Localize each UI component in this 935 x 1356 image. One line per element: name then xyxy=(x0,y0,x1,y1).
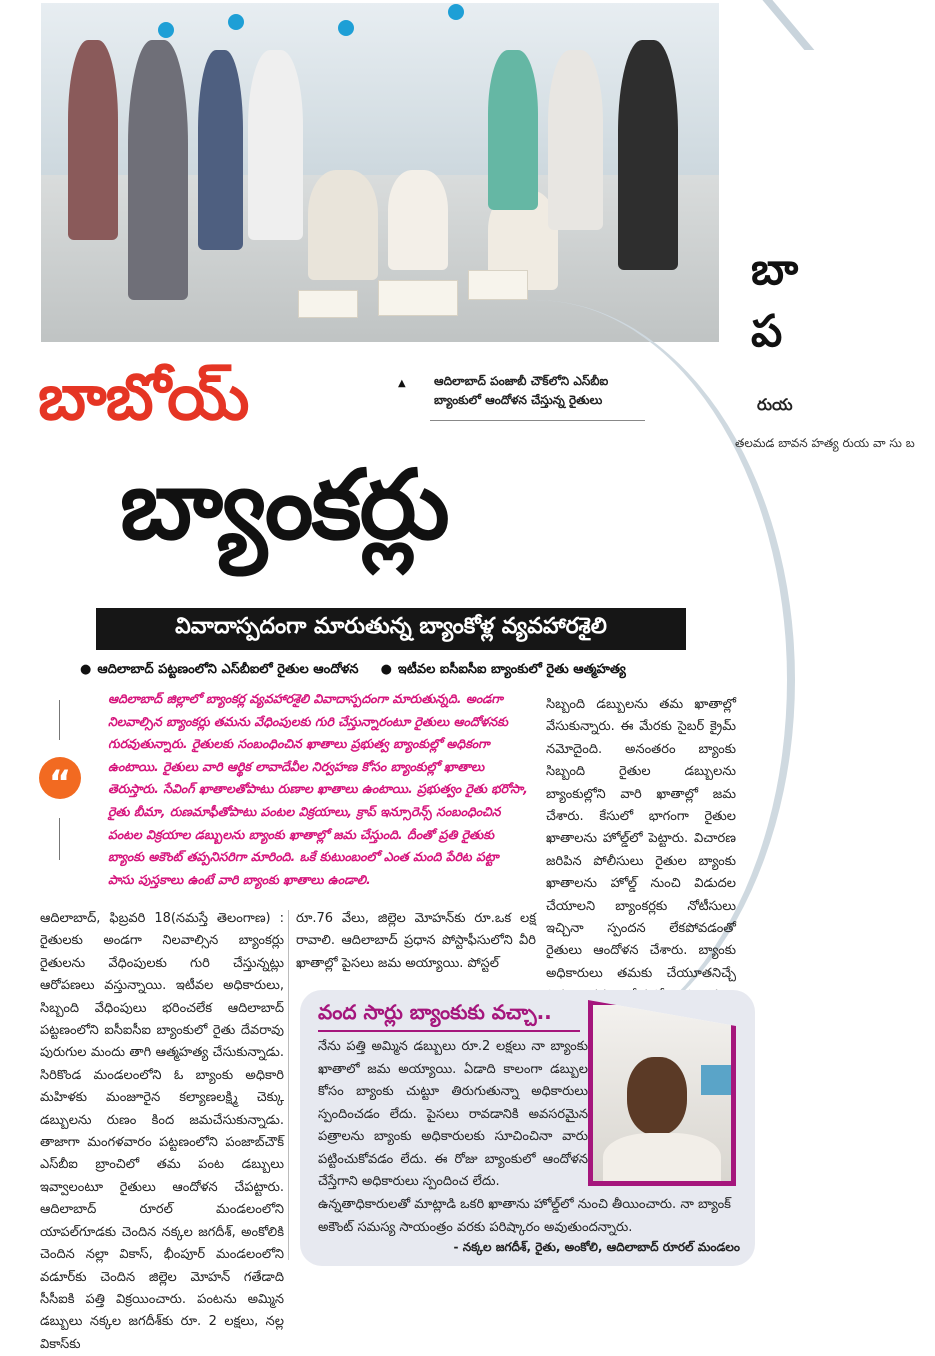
adjacent-body: తలమడ బావన హత్య రుయ వా సు బ xyxy=(735,436,915,450)
headline-main: బ్యాంకర్లు xyxy=(120,449,448,561)
quote-icon: “ xyxy=(39,757,81,799)
farmer-portrait-photo xyxy=(588,1000,736,1186)
news-photo xyxy=(38,0,722,345)
subheading-bar: వివాదాస్పదంగా మారుతున్న బ్యాంకోళ్ల వ్యవహారశైలి xyxy=(96,608,686,650)
highlight-bullets xyxy=(80,662,740,680)
sidebar-story-credit: - నక్కల జగదీశ్, రైతు, అంకోలి, ఆదిలాబాద్ రూరల్ మండలం xyxy=(453,1240,740,1254)
article-column-right: సిబ్బంది డబ్బులను తమ ఖాతాల్లో వేసుకున్నారు. ఈ మేరకు సైబర్ క్రైమ్ నమోదైంది. అనంతరం బ్యాంకు సిబ్బంది రైతుల డబ్బులను బ్యాంకుల్లోని వారి ఖాతాల్లో జమ చేశారు. కేసులో భాగంగా రైతుల ఖాతాలను హోల్డ్‌లో పెట్టారు. విచారణ జరిపిన పోలీసులు రైతుల బ్యాంకు ఖాతాలను హోల్డ్ నుంచి విడుదల చేయాలని బ్యాంకర్లకు నోటీసులు ఇచ్చినా స్పందన లేకపోవడంతో రైతులు ఆందోళన చేశారు. బ్యాంకు అధికారులు తమకు చేయూతనిచ్చే xyxy=(546,697,736,981)
pull-quote-text: ఆదిలాబాద్ జిల్లాలో బ్యాంకర్ల వ్యవహారశైలి వివాదాస్పదంగా మారుతున్నది. అండగా నిలవాల్సిన బ్యాంకర్లు తమను వేధింపులకు గురి చేస్తున్నారంటూ రైతులు ఆందోళనకు గురవుతున్నారు. రైతులకు సంబంధించిన ఖాతాలు ప్రభుత్వ బ్యాంకుల్లో అధికంగా ఉంటాయి. రైతులు వారి ఆర్థిక లావాదేవీల నిర్వహణ కోసం బ్యాంకుల్లో ఖాతాలు తెరుస్తారు. సేవింగ్ ఖాతాలతోపాటు రుణాల ఖాతాలు ఉంటాయి. ప్రభుత్వం రైతు భరోసా, రైతు బీమా, రుణమాఫీతోపాటు పంటల విక్రయాలు, క్రాప్ ఇన్సూరెన్స్ సంబంధించిన పంటల విక్రయాల డబ్బులను బ్యాంకు ఖాతాల్లో జమ చేస్తుంది. దీంతో ప్రతి రైతుకు బ్యాంకు అకౌంట్ తప్పనిసరిగా మారింది. ఒకే కుటుంబంలో ఎంత మంది పేరిట పట్టా పాసు పుస్తకాలు ఉంటే వారి బ్యాంకు ఖాతాలు ఉండాలి. xyxy=(108,691,528,887)
bullet-item: ● ఇటీవల ఐసీఐసీఐ బ్యాంకులో రైతు ఆత్మహత్య xyxy=(381,662,626,680)
article-column-left: ఆదిలాబాద్, ఫిబ్రవరి 18(నమస్తే తెలంగాణ) : రైతులకు అండగా నిలవాల్సిన బ్యాంకర్లు రైతులను వేధింపులకు గురి చేస్తున్నట్లు ఆరోపణలు వస్తున్నాయి. ఇటీవల అధికారులు, సిబ్బంది వేధింపులు భరించలేక ఆదిలాబాద్ పట్టణంలోని ఐసీఐసీఐ బ్యాంకులో రైతు దేవరావు పురుగుల మందు తాగి ఆత్మహత్య చేసుకున్నాడు. సిరికొండ మండలంలోని ఓ బ్యాంకు అధికారి మహిళకు మంజూరైన కల్యాణలక్ష్మి చెక్కు డబ్బులను రుణం కింద జమచేసుకున్నాడు. తాజాగా మంగళవారం పట్టణంలోని పంజాబ్‌చౌక్ ఎస్‌బీఐ బ్రాంచిలో తమ పంట డబ్బులు ఇవ్వాలంటూ రైతులు ఆందోళన చేపట్టారు. ఆదిలాబాద్ రూరల్ మండలంలోని యాపల్‌గూడకు చెందిన నక్కల జగదీశ్, అంకోలికి చెందిన నల్లా వికాస్, భీంపూర్ మండలంలోని వడూర్‌కు చెందిన జిల్లెల మోహన్ గతేడాది సీసీఐకి పత్తి విక్రయించారు. పంటను అమ్మిన డబ్బులు నక్కల జగదీశ్‌కు రూ. 2 లక్షలు, నల్ల వికాస్‌కు xyxy=(40,911,284,1352)
bullet-item: ● ఆదిలాబాద్ పట్టణంలోని ఎస్‌బీఐలో రైతుల ఆందోళన xyxy=(80,662,359,680)
sidebar-story-text-cont: ఉన్నతాధికారులతో మాట్లాడి ఒకరి ఖాతాను హోల్డ్‌లో నుంచి తీయించారు. నా బ్యాంక్ అకౌంట్ సమస్య సాయంత్రం వరకు పరిష్కారం అవుతుందన్నారు. xyxy=(318,1197,731,1235)
sidebar-story-title: వంద సార్లు బ్యాంకుకు వచ్చా.. xyxy=(318,1000,552,1024)
sidebar-story-text: నేను పత్తి అమ్మిన డబ్బులు రూ.2 లక్షలు నా బ్యాంకు ఖాతాలో జమ అయ్యాయి. ఏడాది కాలంగా డబ్బుల కోసం బ్యాంకు చుట్టూ తిరుగుతున్నా అధికారులు స్పందించడం లేదు. పైసలు రావడానికి అవసరమైన పత్రాలను బ్యాంకు అధికారులకు సూచించినా వారు పట్టించుకోవడం లేదు. ఈ రోజు బ్యాంకులో ఆందోళన చేస్తేగాని అధికారులు స్పందించ లేదు. xyxy=(318,1039,588,1189)
photo-caption: ఆదిలాబాద్ పంజాబీ చౌక్‌లోని ఎస్‌బీఐ బ్యాంకులో ఆందోళన చేస్తున్న రైతులు xyxy=(434,374,609,407)
adjacent-headline-2: ప xyxy=(751,306,783,357)
article-column-middle: రూ.76 వేలు, జిల్లెల మోహన్‌కు రూ.ఒక లక్ష రావాలి. ఆదిలాబాద్ ప్రధాన పోస్టాఫీసులోని వీరి ఖాతాల్లో పైసలు జమ అయ్యాయి. పోస్టల్ xyxy=(296,911,536,971)
caption-arrow-icon: ▲ xyxy=(398,378,406,389)
adjacent-headline-1: బా xyxy=(751,244,799,295)
adjacent-subhead: రుయ xyxy=(757,395,793,414)
headline-kicker: బాబోయ్ xyxy=(38,361,249,435)
